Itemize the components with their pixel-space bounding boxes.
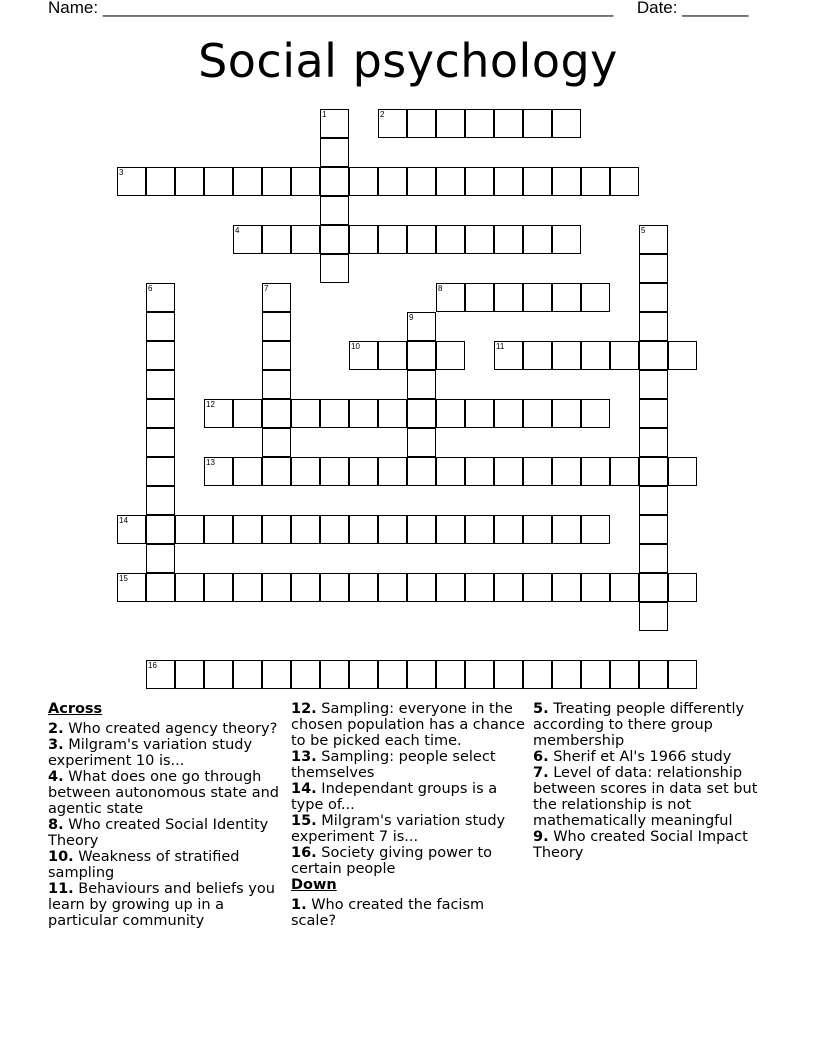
clue-item-text: Independant groups is a type of... (291, 781, 498, 813)
clue-number: 3 (119, 168, 124, 177)
crossword-cell[interactable] (146, 370, 175, 399)
crossword-cell[interactable] (639, 486, 668, 515)
crossword-cell[interactable] (436, 573, 465, 602)
crossword-cell[interactable] (436, 660, 465, 689)
crossword-cell[interactable] (639, 457, 668, 486)
crossword-cell[interactable] (436, 341, 465, 370)
crossword-cell[interactable] (320, 573, 349, 602)
crossword-cell[interactable] (349, 660, 378, 689)
clue-number: 1 (322, 110, 327, 119)
crossword-cell[interactable] (262, 225, 291, 254)
crossword-cell[interactable] (146, 573, 175, 602)
crossword-cell[interactable] (291, 457, 320, 486)
clue-item-text: Who created Social Impact Theory (533, 829, 748, 861)
clue-item (48, 817, 284, 849)
clue-item (533, 765, 769, 829)
crossword-cell[interactable] (581, 515, 610, 544)
crossword-cell[interactable] (581, 283, 610, 312)
crossword-cell[interactable] (291, 515, 320, 544)
crossword-cell[interactable] (146, 660, 175, 689)
crossword-cell[interactable] (639, 370, 668, 399)
clue-item-text: Level of data: relationship between scores in data set but the relationship is not mathematically meaningful (533, 765, 758, 829)
clue-item-number: 15. (291, 813, 317, 829)
clue-number: 13 (206, 458, 215, 467)
crossword-cell[interactable] (668, 341, 697, 370)
crossword-cell[interactable] (262, 370, 291, 399)
crossword-cell[interactable] (639, 341, 668, 370)
clue-item-text: Milgram's variation study experiment 7 is... (291, 813, 506, 845)
crossword-cell[interactable] (494, 573, 523, 602)
crossword-cell[interactable] (262, 457, 291, 486)
crossword-cell[interactable] (465, 225, 494, 254)
name-label: Name: (48, 0, 99, 17)
crossword-cell[interactable] (320, 254, 349, 283)
crossword-cell[interactable] (117, 515, 146, 544)
crossword-cell[interactable] (465, 573, 494, 602)
crossword-cell[interactable] (523, 341, 552, 370)
crossword-cell[interactable] (610, 457, 639, 486)
crossword-cell[interactable] (610, 341, 639, 370)
crossword-cell[interactable] (233, 399, 262, 428)
clue-item (48, 881, 284, 929)
clue-item-number: 11. (48, 881, 74, 897)
crossword-cell[interactable] (233, 573, 262, 602)
clue-item-number: 5. (533, 701, 549, 717)
crossword-cell[interactable] (552, 573, 581, 602)
crossword-cell[interactable] (320, 196, 349, 225)
crossword-cell[interactable] (349, 399, 378, 428)
clue-item-number: 4. (48, 769, 64, 785)
crossword-cell[interactable] (552, 167, 581, 196)
crossword-cell[interactable] (436, 225, 465, 254)
crossword-cell[interactable] (465, 660, 494, 689)
crossword-cell[interactable] (262, 573, 291, 602)
crossword-cell[interactable] (349, 341, 378, 370)
crossword-cell[interactable] (378, 515, 407, 544)
crossword-cell[interactable] (436, 167, 465, 196)
crossword-cell[interactable] (639, 428, 668, 457)
crossword-cell[interactable] (407, 225, 436, 254)
crossword-cell[interactable] (639, 515, 668, 544)
crossword-cell[interactable] (581, 660, 610, 689)
crossword-cell[interactable] (494, 109, 523, 138)
clue-item (48, 737, 284, 769)
crossword-cell[interactable] (639, 312, 668, 341)
clue-number: 12 (206, 400, 215, 409)
clue-number: 8 (438, 284, 443, 293)
clue-item-number: 2. (48, 721, 64, 737)
clue-item-text: Who created Social Identity Theory (48, 817, 269, 849)
crossword-cell[interactable] (349, 515, 378, 544)
clue-number: 9 (409, 313, 414, 322)
crossword-cell[interactable] (436, 399, 465, 428)
crossword-cell[interactable] (465, 457, 494, 486)
crossword-cell[interactable] (320, 167, 349, 196)
crossword-cell[interactable] (233, 457, 262, 486)
crossword-cell[interactable] (581, 573, 610, 602)
clue-item-text: Weakness of stratified sampling (48, 849, 240, 881)
crossword-cell[interactable] (291, 660, 320, 689)
date-line[interactable]: _______ (682, 0, 749, 17)
crossword-cell[interactable] (291, 167, 320, 196)
clue-item (48, 769, 284, 817)
crossword-cell[interactable] (407, 312, 436, 341)
crossword-cell[interactable] (175, 515, 204, 544)
crossword-cell[interactable] (175, 167, 204, 196)
clue-item-text: Sampling: people select themselves (291, 749, 496, 781)
crossword-cell[interactable] (204, 515, 233, 544)
crossword-cell[interactable] (610, 660, 639, 689)
clue-number: 10 (351, 342, 360, 351)
crossword-cell[interactable] (378, 660, 407, 689)
crossword-cell[interactable] (523, 660, 552, 689)
crossword-cell[interactable] (581, 457, 610, 486)
crossword-cell[interactable] (407, 167, 436, 196)
clue-item-text: Who created the facism scale? (291, 897, 485, 929)
crossword-cell[interactable] (436, 515, 465, 544)
crossword-cell[interactable] (552, 341, 581, 370)
crossword-cell[interactable] (639, 602, 668, 631)
crossword-cell[interactable] (407, 428, 436, 457)
crossword-cell[interactable] (523, 457, 552, 486)
crossword-cell[interactable] (523, 109, 552, 138)
clue-item-number: 16. (291, 845, 317, 861)
crossword-cell[interactable] (523, 283, 552, 312)
clue-item-text: Treating people differently according to there group membership (533, 701, 745, 749)
date-label: Date: (636, 0, 678, 17)
crossword-cell[interactable] (668, 573, 697, 602)
clue-item-number: 14. (291, 781, 317, 797)
crossword-cell[interactable] (639, 254, 668, 283)
crossword-cell[interactable] (639, 283, 668, 312)
clue-item (291, 781, 527, 813)
crossword-cell[interactable] (523, 225, 552, 254)
clue-item (533, 701, 769, 749)
name-line[interactable]: ______________________________________________________ (102, 0, 614, 17)
crossword-cell[interactable] (204, 660, 233, 689)
crossword-cell[interactable] (233, 660, 262, 689)
crossword-cell[interactable] (291, 573, 320, 602)
clue-item-text: What does one go through between autonomous state and agentic state (48, 769, 279, 817)
crossword-cell[interactable] (146, 167, 175, 196)
crossword-cell[interactable] (610, 167, 639, 196)
crossword-cell[interactable] (349, 225, 378, 254)
crossword-cell[interactable] (378, 399, 407, 428)
crossword-cell[interactable] (378, 457, 407, 486)
clue-column-2 (291, 701, 527, 929)
clue-item-number: 6. (533, 749, 549, 765)
clue-item (48, 721, 284, 737)
clue-item-number: 13. (291, 749, 317, 765)
crossword-cell[interactable] (349, 573, 378, 602)
clue-number: 16 (148, 661, 157, 670)
page-title: Social psychology (198, 34, 618, 88)
clue-item-text: Society giving power to certain people (291, 845, 492, 877)
crossword-cell[interactable] (262, 312, 291, 341)
clue-item (291, 813, 527, 845)
clue-item-number: 1. (291, 897, 307, 913)
crossword-cell[interactable] (320, 138, 349, 167)
crossword-cell[interactable] (262, 399, 291, 428)
clue-item-text: Milgram's variation study experiment 10 is... (48, 737, 253, 769)
crossword-cell[interactable] (494, 167, 523, 196)
crossword-cell[interactable] (175, 660, 204, 689)
crossword-cell[interactable] (407, 515, 436, 544)
crossword-cell[interactable] (262, 167, 291, 196)
crossword-cell[interactable] (552, 660, 581, 689)
crossword-cell[interactable] (494, 225, 523, 254)
crossword-cell[interactable] (262, 660, 291, 689)
clue-item-number: 7. (533, 765, 549, 781)
crossword-cell[interactable] (204, 573, 233, 602)
crossword-cell[interactable] (436, 457, 465, 486)
crossword-cell[interactable] (146, 544, 175, 573)
crossword-cell[interactable] (146, 283, 175, 312)
crossword-cell[interactable] (639, 225, 668, 254)
crossword-cell[interactable] (378, 167, 407, 196)
crossword-cell[interactable] (349, 457, 378, 486)
crossword-cell[interactable] (494, 457, 523, 486)
crossword-cell[interactable] (407, 660, 436, 689)
crossword-cell[interactable] (204, 457, 233, 486)
crossword-cell[interactable] (146, 457, 175, 486)
crossword-cell[interactable] (465, 109, 494, 138)
crossword-cell[interactable] (117, 167, 146, 196)
crossword-cell[interactable] (639, 544, 668, 573)
clue-number: 7 (264, 284, 269, 293)
crossword-cell[interactable] (494, 660, 523, 689)
crossword-cell[interactable] (262, 341, 291, 370)
crossword-cell[interactable] (523, 573, 552, 602)
clue-number: 2 (380, 110, 385, 119)
crossword-cell[interactable] (581, 341, 610, 370)
crossword-cell[interactable] (552, 283, 581, 312)
crossword-cell[interactable] (146, 486, 175, 515)
crossword-cell[interactable] (320, 457, 349, 486)
clue-item (291, 701, 527, 749)
crossword-cell[interactable] (407, 341, 436, 370)
crossword-cell[interactable] (494, 341, 523, 370)
clue-number: 6 (148, 284, 153, 293)
crossword-cell[interactable] (407, 370, 436, 399)
crossword-cell[interactable] (552, 399, 581, 428)
crossword-cell[interactable] (320, 399, 349, 428)
clue-item (533, 749, 769, 765)
crossword-cell[interactable] (204, 167, 233, 196)
down-heading: Down (291, 877, 337, 893)
crossword-cell[interactable] (436, 283, 465, 312)
crossword-cell[interactable] (233, 515, 262, 544)
clue-item (291, 845, 527, 877)
clue-number: 11 (496, 342, 505, 351)
clue-number: 5 (641, 226, 646, 235)
crossword-cell[interactable] (233, 167, 262, 196)
crossword-cell[interactable] (146, 399, 175, 428)
clue-item (533, 829, 769, 861)
crossword-cell[interactable] (262, 428, 291, 457)
clue-item-text: Who created agency theory? (63, 721, 278, 737)
clue-item (48, 849, 284, 881)
crossword-cell[interactable] (175, 573, 204, 602)
crossword-cell[interactable] (552, 457, 581, 486)
clue-column-1 (48, 701, 284, 929)
clue-item-text: Sherif et Al's 1966 study (548, 749, 732, 765)
crossword-cell[interactable] (465, 399, 494, 428)
crossword-cell[interactable] (146, 428, 175, 457)
crossword-cell[interactable] (378, 109, 407, 138)
crossword-cell[interactable] (320, 660, 349, 689)
crossword-cell[interactable] (378, 225, 407, 254)
crossword-cell[interactable] (465, 515, 494, 544)
crossword-cell[interactable] (378, 573, 407, 602)
clue-item-text: Behaviours and beliefs you learn by growing up in a particular community (48, 881, 275, 929)
clue-item-number: 12. (291, 701, 317, 717)
crossword-cell[interactable] (465, 283, 494, 312)
crossword-cell[interactable] (523, 167, 552, 196)
crossword-cell[interactable] (494, 283, 523, 312)
crossword-cell[interactable] (117, 573, 146, 602)
crossword-cell[interactable] (668, 660, 697, 689)
crossword-cell[interactable] (465, 167, 494, 196)
clue-item-number: 3. (48, 737, 64, 753)
crossword-cell[interactable] (320, 225, 349, 254)
crossword-cell[interactable] (523, 515, 552, 544)
clue-number: 15 (119, 574, 128, 583)
crossword-cell[interactable] (552, 109, 581, 138)
crossword-cell[interactable] (320, 109, 349, 138)
crossword-cell[interactable] (407, 573, 436, 602)
crossword-cell[interactable] (494, 515, 523, 544)
crossword-cell[interactable] (407, 457, 436, 486)
crossword-cell[interactable] (262, 283, 291, 312)
clue-item-text: Sampling: everyone in the chosen population has a chance to be picked each time. (291, 701, 525, 749)
crossword-cell[interactable] (291, 399, 320, 428)
clue-item-number: 10. (48, 849, 74, 865)
crossword-cell[interactable] (349, 167, 378, 196)
crossword-cell[interactable] (436, 109, 465, 138)
crossword-cell[interactable] (407, 109, 436, 138)
crossword-cell[interactable] (146, 312, 175, 341)
crossword-cell[interactable] (610, 573, 639, 602)
crossword-cell[interactable] (320, 515, 349, 544)
crossword-cell[interactable] (233, 225, 262, 254)
crossword-cell[interactable] (668, 457, 697, 486)
clue-number: 14 (119, 516, 128, 525)
crossword-cell[interactable] (639, 399, 668, 428)
crossword-cell[interactable] (146, 341, 175, 370)
crossword-cell[interactable] (639, 660, 668, 689)
crossword-cell[interactable] (581, 167, 610, 196)
crossword-cell[interactable] (552, 515, 581, 544)
crossword-cell[interactable] (581, 399, 610, 428)
crossword-cell[interactable] (204, 399, 233, 428)
clue-item (291, 897, 527, 929)
clue-item-number: 8. (48, 817, 64, 833)
crossword-cell[interactable] (552, 225, 581, 254)
crossword-cell[interactable] (262, 515, 291, 544)
clue-number: 4 (235, 226, 240, 235)
crossword-cell[interactable] (494, 399, 523, 428)
crossword-cell[interactable] (146, 515, 175, 544)
clue-column-3 (533, 701, 769, 861)
crossword-cell[interactable] (378, 341, 407, 370)
across-heading: Across (48, 701, 103, 717)
crossword-cell[interactable] (407, 399, 436, 428)
crossword-cell[interactable] (523, 399, 552, 428)
crossword-cell[interactable] (639, 573, 668, 602)
clue-item (291, 749, 527, 781)
crossword-cell[interactable] (291, 225, 320, 254)
clue-item-number: 9. (533, 829, 549, 845)
